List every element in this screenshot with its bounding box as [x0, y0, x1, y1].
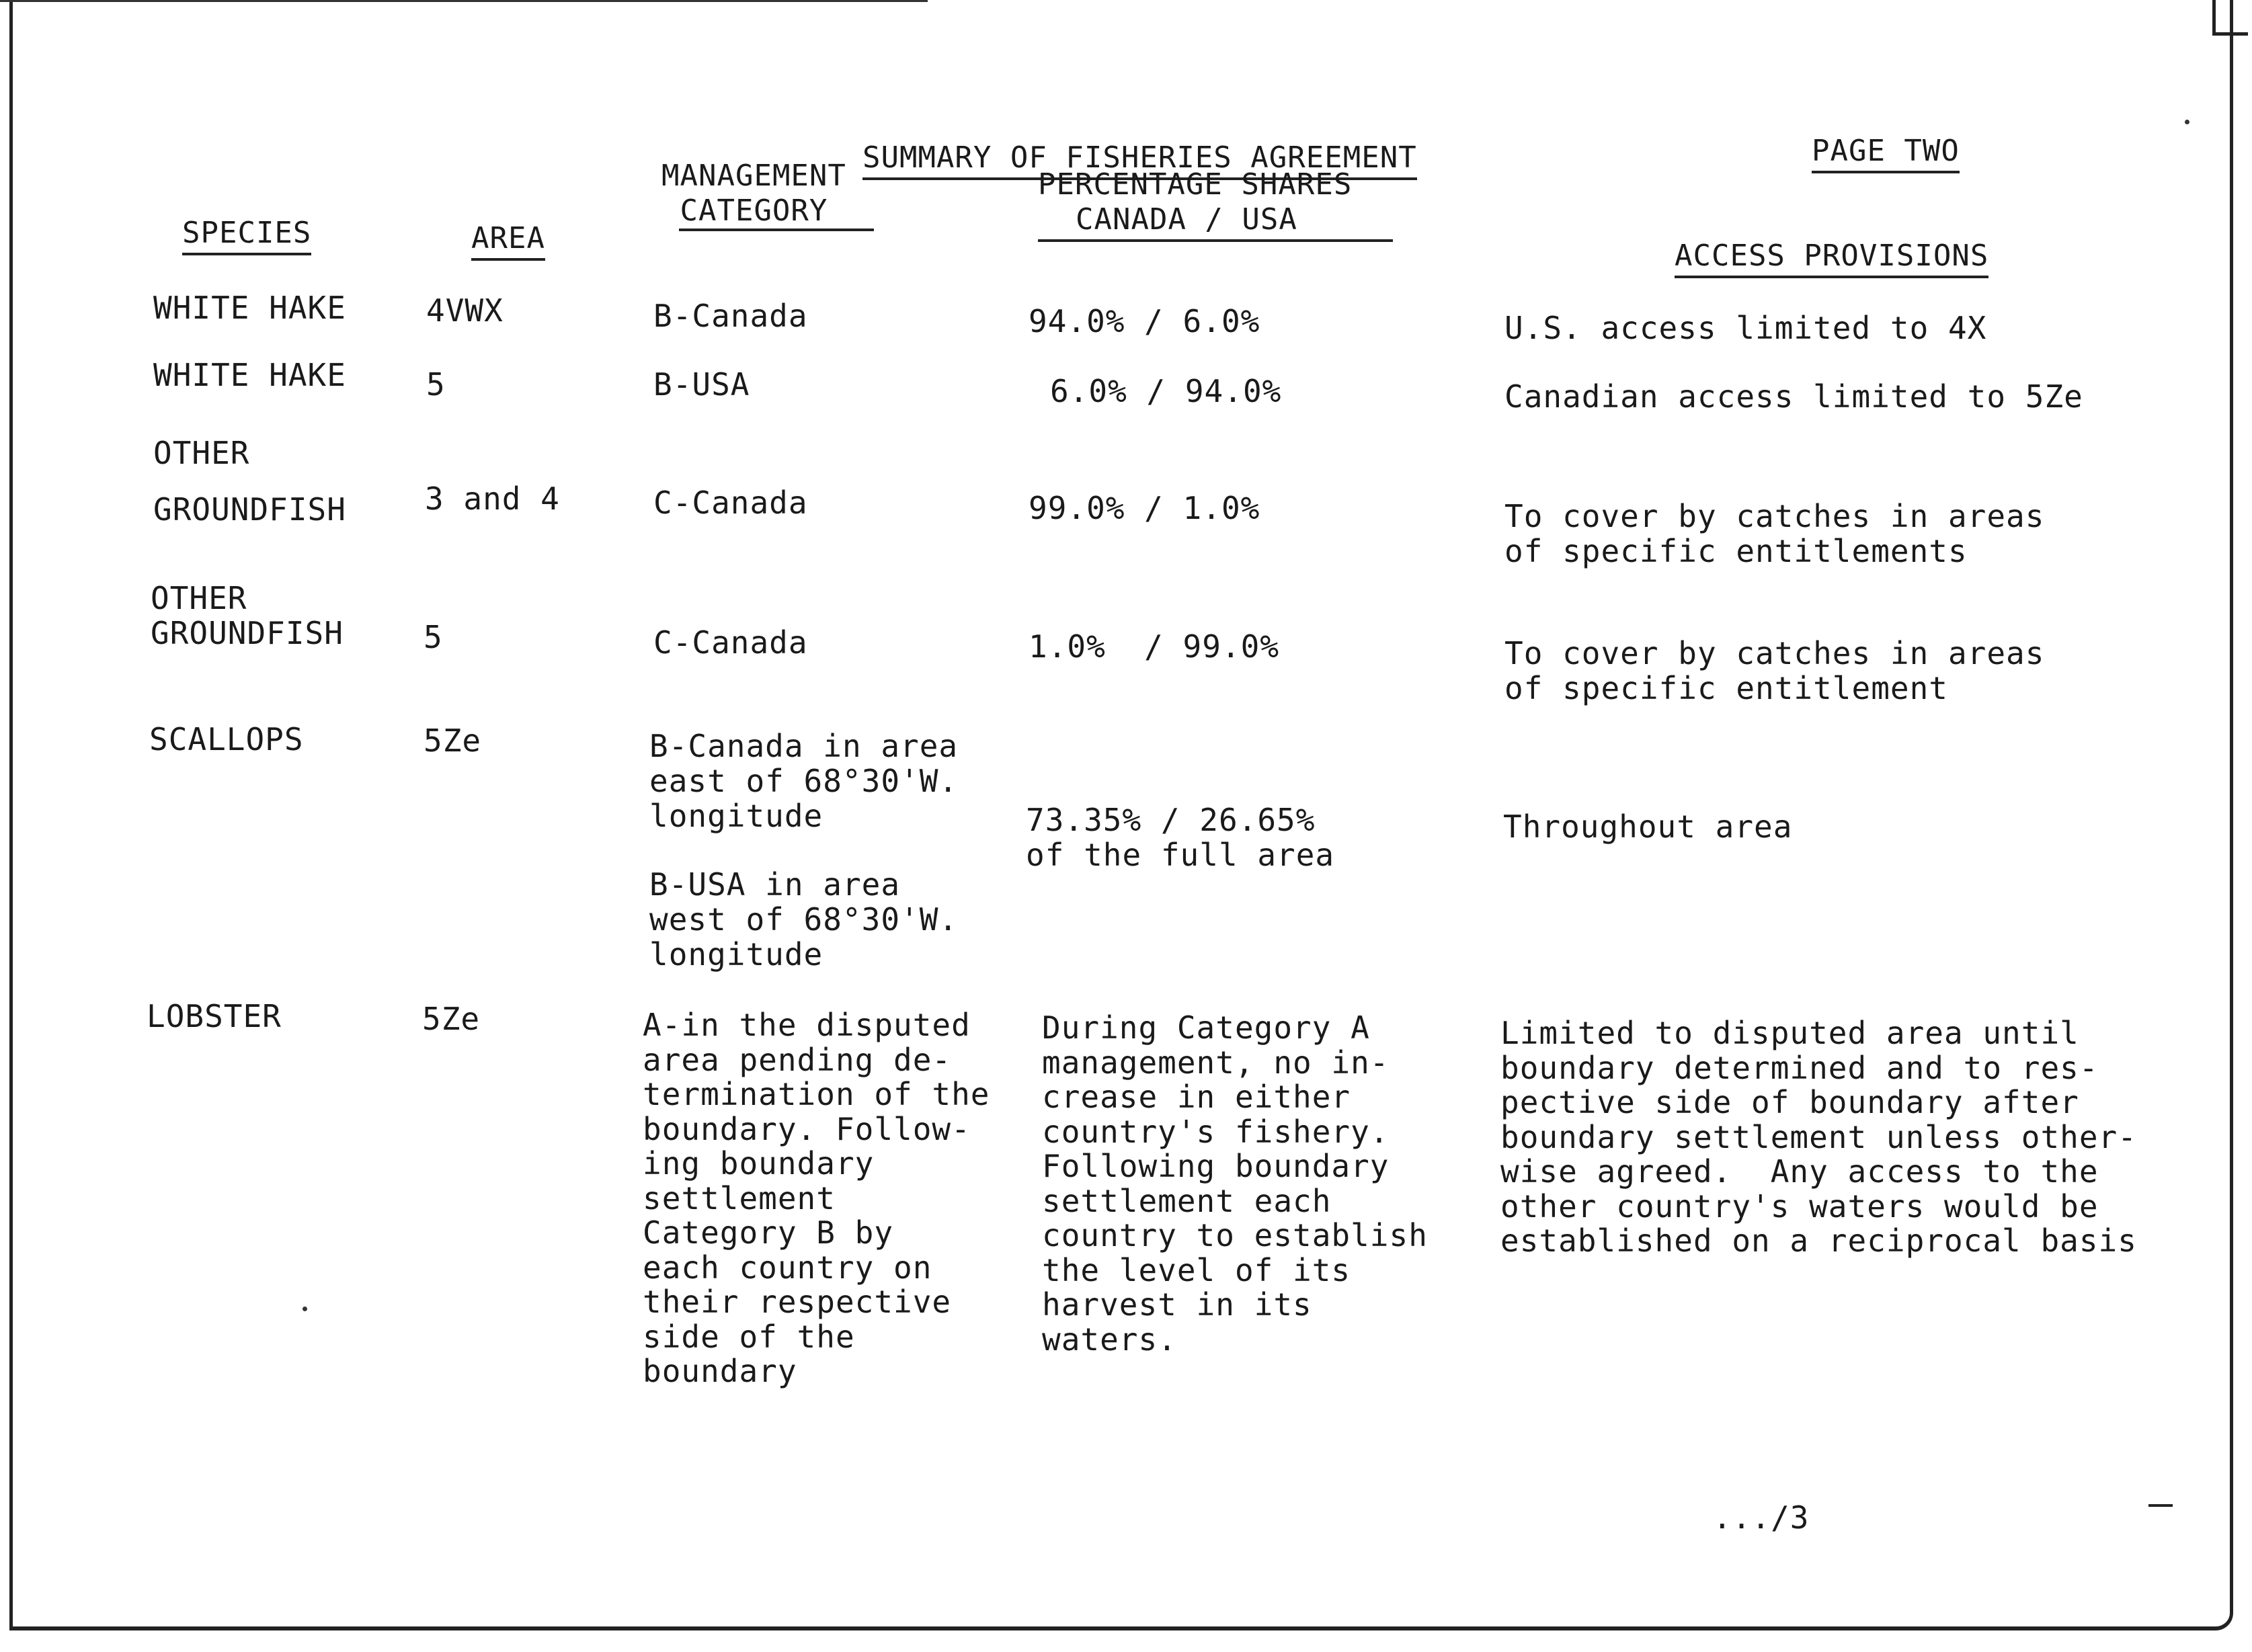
row-3-access: To cover by catches in areas of specific entitlements	[1504, 498, 2045, 569]
row-1-category: B-Canada	[653, 298, 808, 334]
page-label	[1775, 101, 1960, 173]
row-5-category-west: B-USA in area west of 68°30'W. longitude	[649, 866, 959, 973]
row-4-area: 5	[424, 619, 443, 655]
continuation-marker: .../3	[1713, 1499, 1810, 1536]
row-6-shares: During Category A management, no in- crease in either country's fishery. Following boundary settlement each country to establish the level of its harvest in its waters.	[1042, 1009, 1428, 1358]
column-header-access-provisions	[1638, 206, 1988, 278]
scan-speck	[2185, 120, 2189, 124]
page-label-text: PAGE TWO	[1812, 134, 1960, 173]
scan-mark	[2148, 1504, 2173, 1507]
row-5-category-east: B-Canada in area east of 68°30'W. longitude	[649, 728, 959, 834]
row-6-access: Limited to disputed area until boundary determined and to res- pective side of boundary after boundary settlement unless other- wise agreed. Any access to the other country's waters would be established on a reciprocal basis	[1500, 1015, 2137, 1259]
row-3-shares: 99.0% / 1.0%	[1029, 490, 1260, 526]
column-header-percentage-shares: PERCENTAGE SHARES	[1038, 167, 1353, 202]
row-6-category: A-in the disputed area pending de- termination of the boundary. Follow- ing boundary settlement Category B by each country on their respective side of the boundary	[643, 1007, 990, 1389]
row-3-species: OTHER GROUNDFISH	[153, 435, 346, 528]
row-2-access: Canadian access limited to 5Ze	[1504, 378, 2083, 415]
row-6-species: LOBSTER	[147, 998, 282, 1034]
row-4-category: C-Canada	[653, 624, 808, 661]
row-5-shares: 73.35% / 26.65% of the full area	[1026, 802, 1335, 873]
document-title-text: SUMMARY OF FISHERIES AGREEMENT	[862, 141, 1417, 180]
row-6-area: 5Ze	[422, 1001, 481, 1037]
corner-mark	[2212, 0, 2248, 36]
row-1-area: 4VWX	[426, 292, 504, 329]
row-2-species: WHITE HAKE	[153, 357, 346, 393]
row-2-category: B-USA	[653, 366, 750, 403]
percentage-shares-underline	[1038, 239, 1393, 242]
row-2-area: 5	[426, 366, 446, 403]
row-5-species: SCALLOPS	[149, 721, 304, 757]
page-top-edge	[0, 0, 928, 2]
management-category-underline	[679, 229, 874, 231]
row-3-category: C-Canada	[653, 485, 808, 521]
row-5-area: 5Ze	[424, 722, 482, 759]
column-header-species-text: SPECIES	[182, 216, 311, 255]
row-1-species: WHITE HAKE	[153, 290, 346, 326]
row-1-shares: 94.0% / 6.0%	[1029, 303, 1260, 339]
column-header-management-category: MANAGEMENT CATEGORY	[661, 159, 846, 228]
row-3-area: 3 and 4	[425, 481, 560, 517]
row-2-shares: 6.0% / 94.0%	[1050, 373, 1282, 409]
row-4-species: OTHER GROUNDFISH	[151, 580, 344, 651]
row-5-access: Throughout area	[1503, 809, 1793, 845]
row-4-shares: 1.0% / 99.0%	[1029, 628, 1280, 665]
column-header-canada-usa: CANADA / USA	[1076, 202, 1297, 237]
scan-speck	[303, 1307, 307, 1311]
column-header-area	[434, 188, 545, 261]
column-header-area-text: AREA	[471, 222, 545, 261]
row-4-access: To cover by catches in areas of specific entitlement	[1504, 635, 2045, 706]
row-1-access: U.S. access limited to 4X	[1504, 310, 1987, 346]
column-header-species	[145, 183, 311, 255]
column-header-access-provisions-text: ACCESS PROVISIONS	[1675, 239, 1988, 278]
